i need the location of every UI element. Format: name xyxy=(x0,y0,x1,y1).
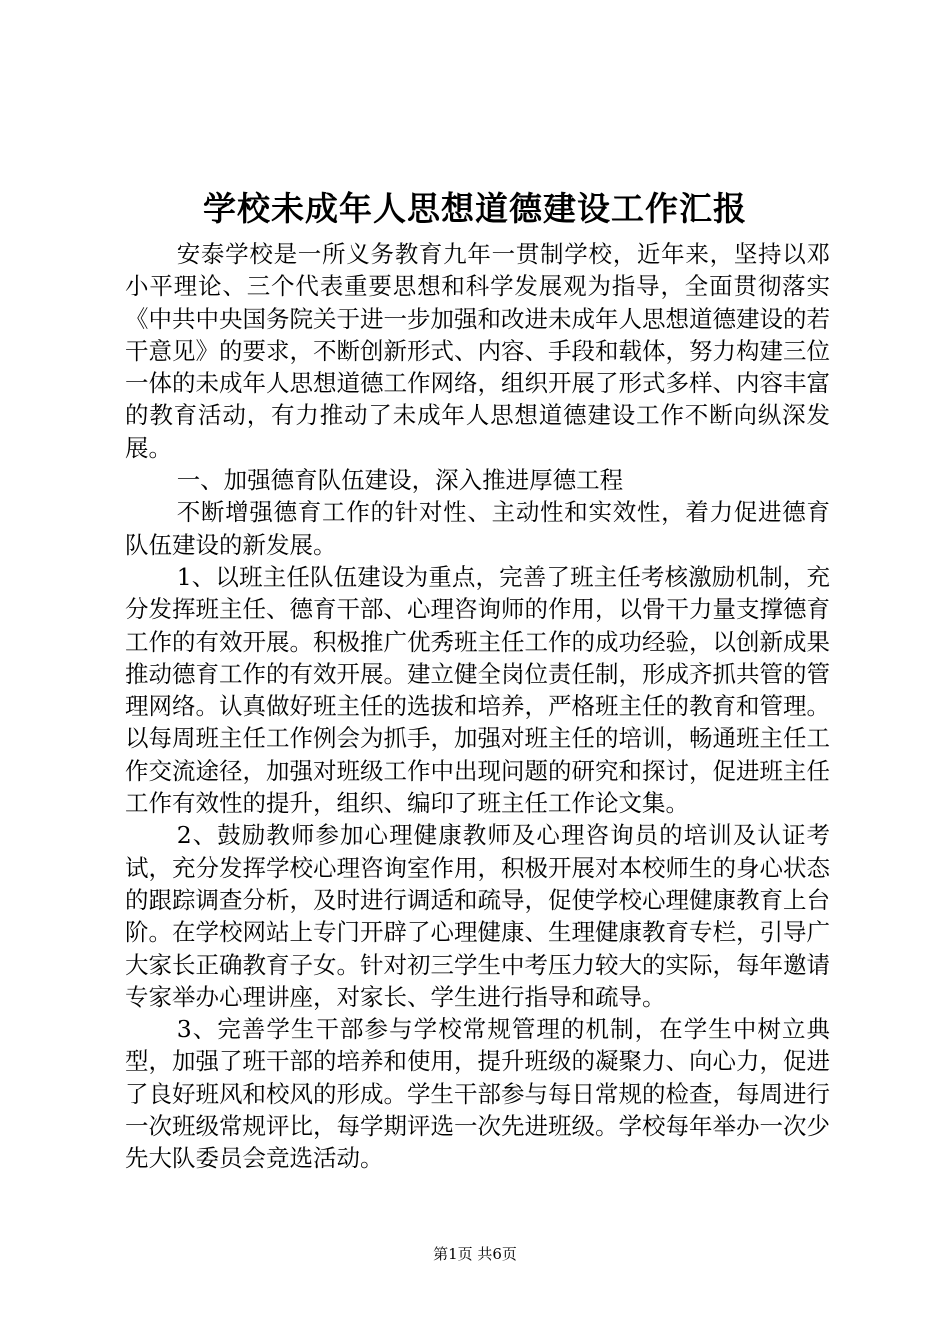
section-heading: 一、加强德育队伍建设，深入推进厚德工程 xyxy=(176,466,624,495)
document-body xyxy=(125,238,830,1175)
document-title: 学校未成年人思想道德建设工作汇报 xyxy=(203,189,747,228)
paragraph-section-summary: 不断增强德育工作的针对性、主动性和实效性，着力促进德育队伍建设的新发展。 xyxy=(125,498,830,559)
paragraph-item-2: 2、鼓励教师参加心理健康教师及心理咨询员的培训及认证考试，充分发挥学校心理咨询室作用，积极开展对本校师生的身心状态的跟踪调查分析，及时进行调适和疏导，促使学校心理健康教育上台阶。在学校网站上专门开辟了心理健康、生理健康教育专栏，引导广大家长正确教育子女。针对初三学生中考压力较大的实际，每年邀请专家举办心理讲座，对家长、学生进行指导和疏导。 xyxy=(125,821,830,1011)
paragraph-intro: 安泰学校是一所义务教育九年一贯制学校，近年来，坚持以邓小平理论、三个代表重要思想和科学发展观为指导，全面贯彻落实《中共中央国务院关于进一步加强和改进未成年人思想道德建设的若干意见》的要求，不断创新形式、内容、手段和载体，努力构建三位一体的未成年人思想道德工作网络，组织开展了形式多样、内容丰富的教育活动，有力推动了未成年人思想道德建设工作不断向纵深发展。 xyxy=(125,240,830,462)
page-number-footer: 第1页 共6页 xyxy=(433,1245,517,1263)
paragraph-item-1: 1、以班主任队伍建设为重点，完善了班主任考核激励机制，充分发挥班主任、德育干部、心理咨询师的作用，以骨干力量支撑德育工作的有效开展。积极推广优秀班主任工作的成功经验，以创新成果推动德育工作的有效开展。建立健全岗位责任制，形成齐抓共管的管理网络。认真做好班主任的选拔和培养，严格班主任的教育和管理。以每周班主任工作例会为抓手，加强对班主任的培训，畅通班主任工作交流途径，加强对班级工作中出现问题的研究和探讨，促进班主任工作有效性的提升，组织、编印了班主任工作论文集。 xyxy=(125,562,830,818)
paragraph-item-3: 3、完善学生干部参与学校常规管理的机制，在学生中树立典型，加强了班干部的培养和使用，提升班级的凝聚力、向心力，促进了良好班风和校风的形成。学生干部参与每日常规的检查，每周进行一次班级常规评比，每学期评选一次先进班级。学校每年举办一次少先大队委员会竞选活动。 xyxy=(125,1015,830,1173)
